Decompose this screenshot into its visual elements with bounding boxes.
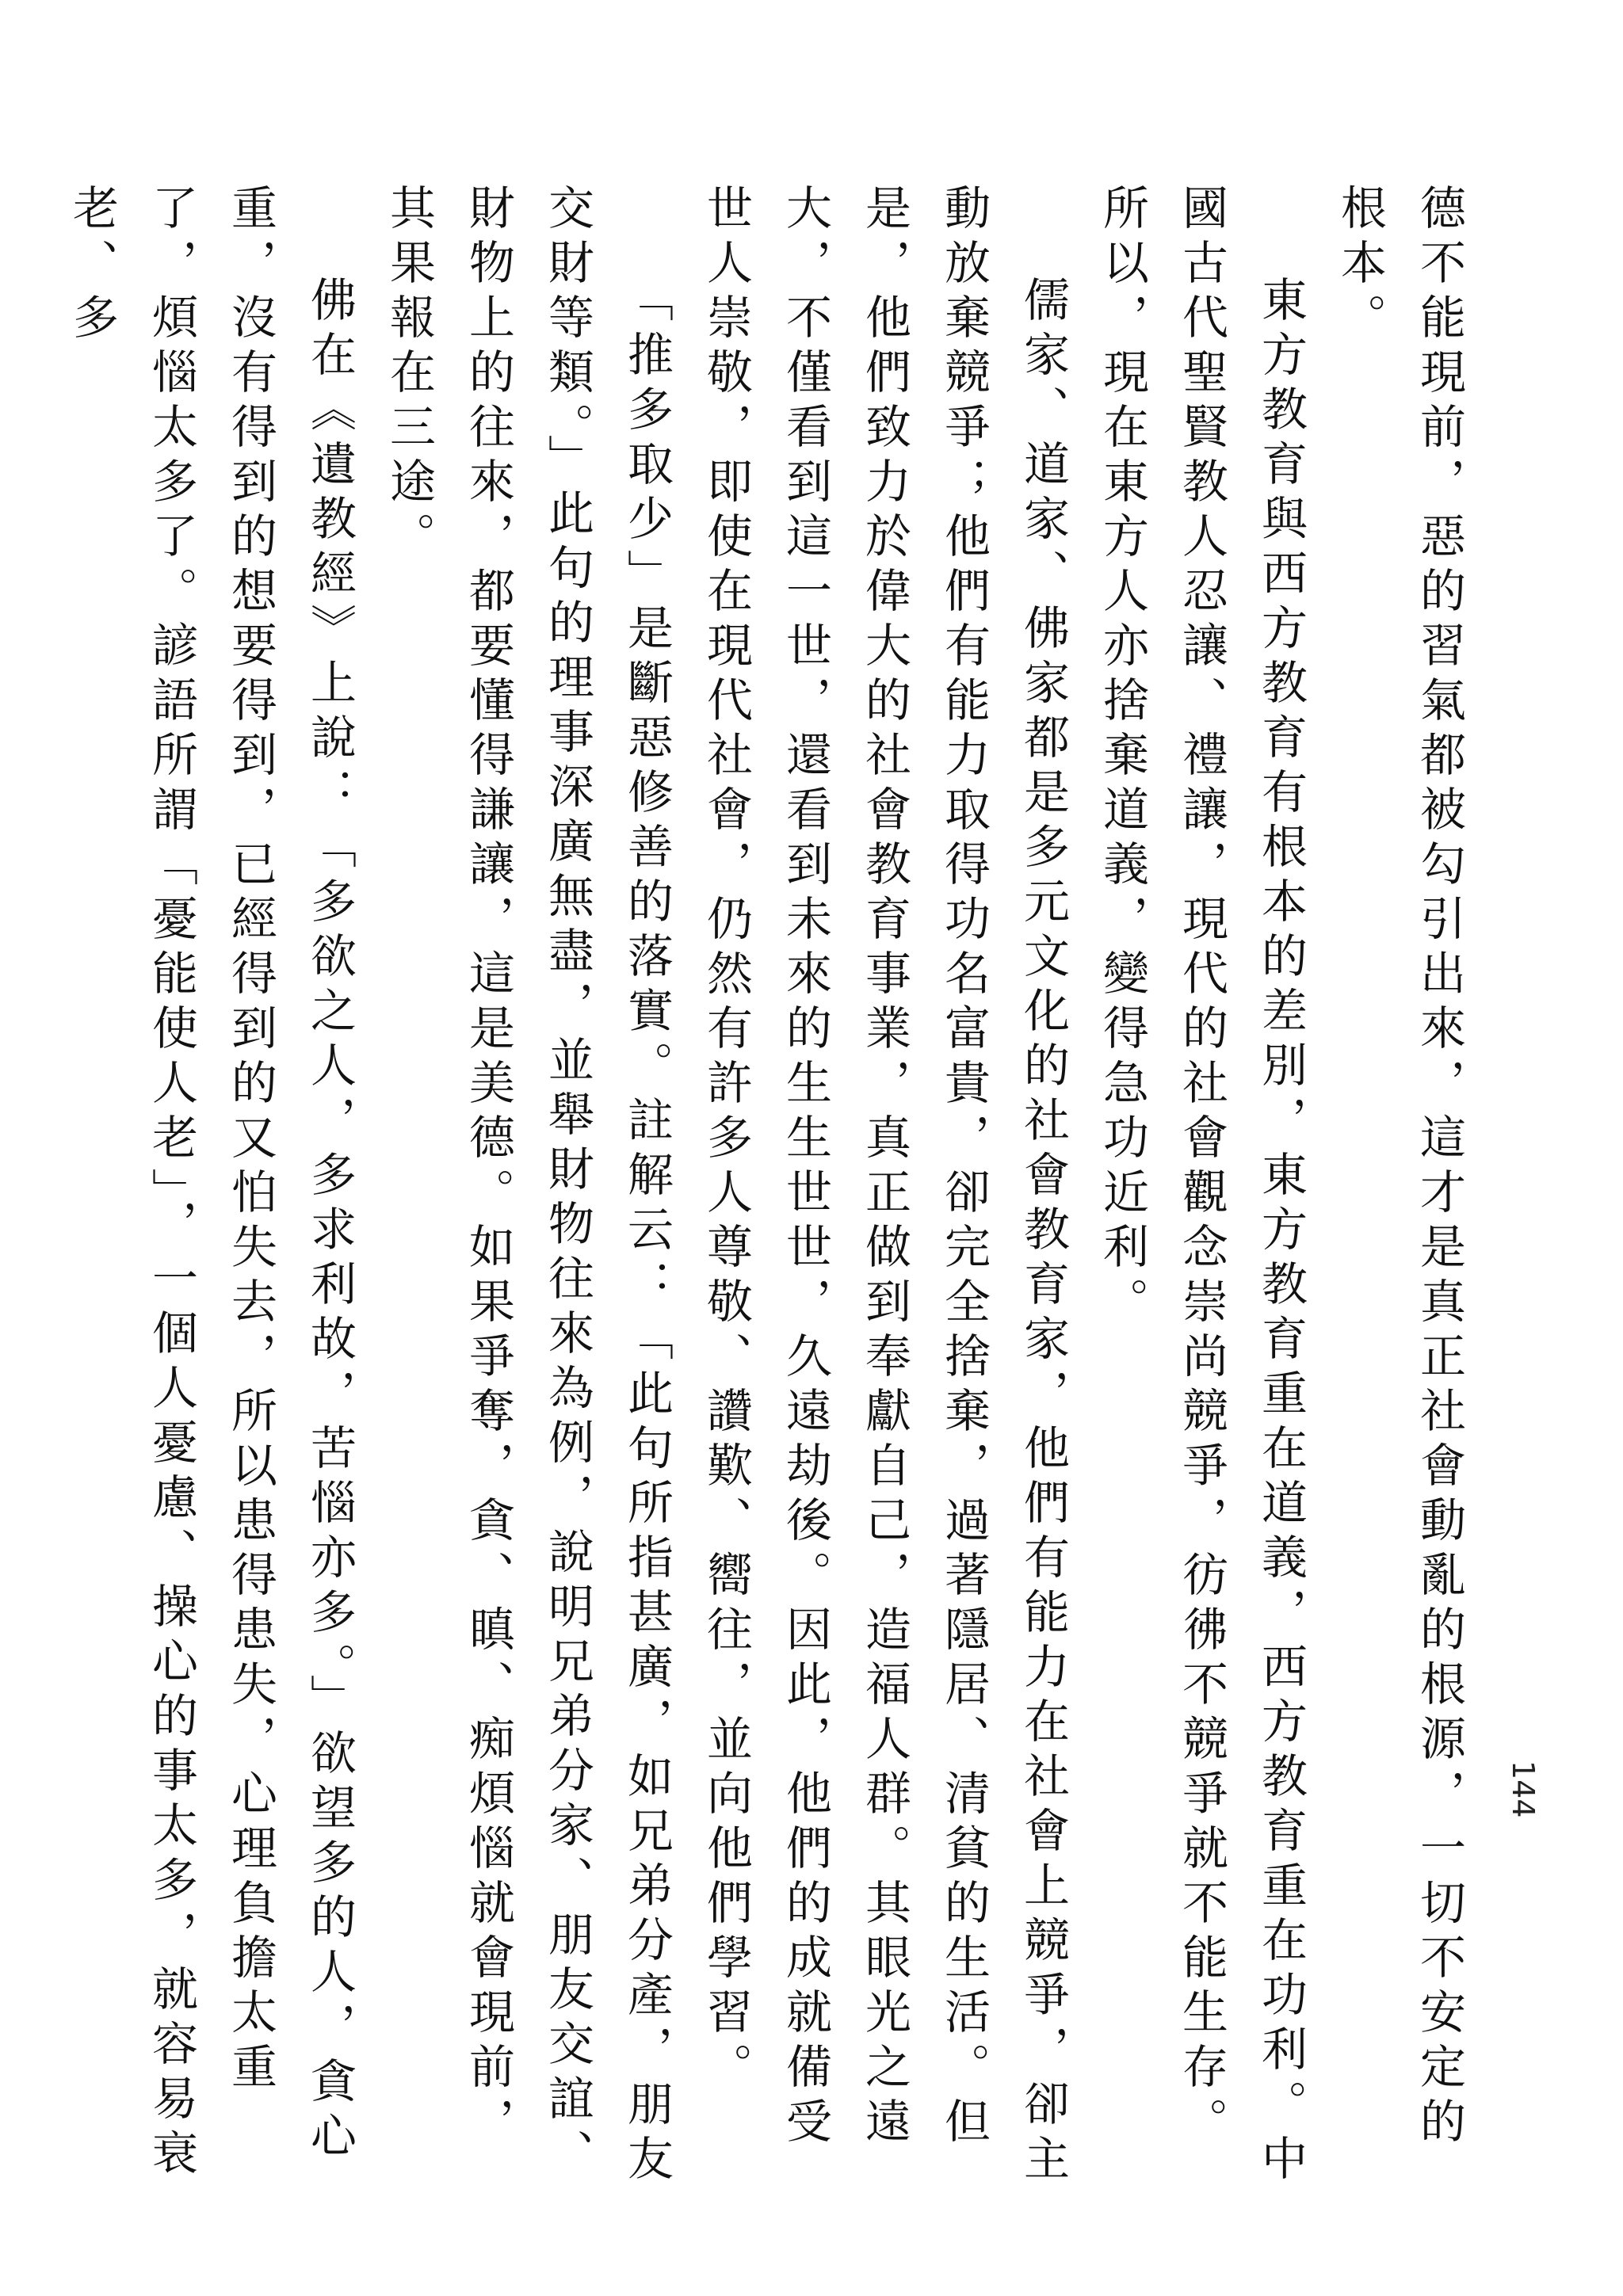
vertical-text-body	[52, 184, 1479, 2196]
paragraph-confucian-taoist-buddhist: 儒家、道家、佛家都是多元文化的社會教育家，他們有能力在社會上競爭，卻主動放棄競爭；他們有能力取得功名富貴，卻完全捨棄，過著隱居、清貧的生活。但是，他們致力於偉大的社會教育事業，真正做到奉獻自己，造福人群。其眼光之遠大，不僅看到這一世，還看到未來的生生世世，久遠劫後。因此，他們的成就備受世人崇敬，即使在現代社會，仍然有許多人尊敬、讚歎、嚮往，並向他們學習。	[699, 184, 1070, 2189]
page-number: 144	[1506, 1760, 1541, 1818]
paragraph-yi-jiao-jing: 佛在《遺教經》上說：「多欲之人，多求利故，苦惱亦多。」欲望多的人，貪心重，沒有得到的想要得到，已經得到的又怕失去，所以患得患失，心理負擔太重了，煩惱太多了。諺語所謂「憂能使人老」，一個人憂慮、操心的事太多，就容易衰老、多	[65, 184, 357, 2183]
paragraph-continuation: 德不能現前，惡的習氣都被勾引出來，這才是真正社會動亂的根源，一切不安定的根本。	[1333, 184, 1466, 2152]
paragraph-tui-duo-qu-shao: 「推多取少」是斷惡修善的落實。註解云：「此句所指甚廣，如兄弟分產，朋友交財等類。」此句的理事深廣無盡，並舉財物往來為例，說明兄弟分家、朋友交誼、財物上的往來，都要懂得謙讓，這是美德。如果爭奪，貪、瞋、痴煩惱就會現前，其果報在三途。	[382, 184, 674, 2189]
paragraph-east-west-education: 東方教育與西方教育有根本的差別，東方教育重在道義，西方教育重在功利。中國古代聖賢教人忍讓、禮讓，現代的社會觀念崇尚競爭，彷彿不競爭就不能生存。所以，現在東方人亦捨棄道義，變得急功近利。	[1095, 184, 1308, 2189]
